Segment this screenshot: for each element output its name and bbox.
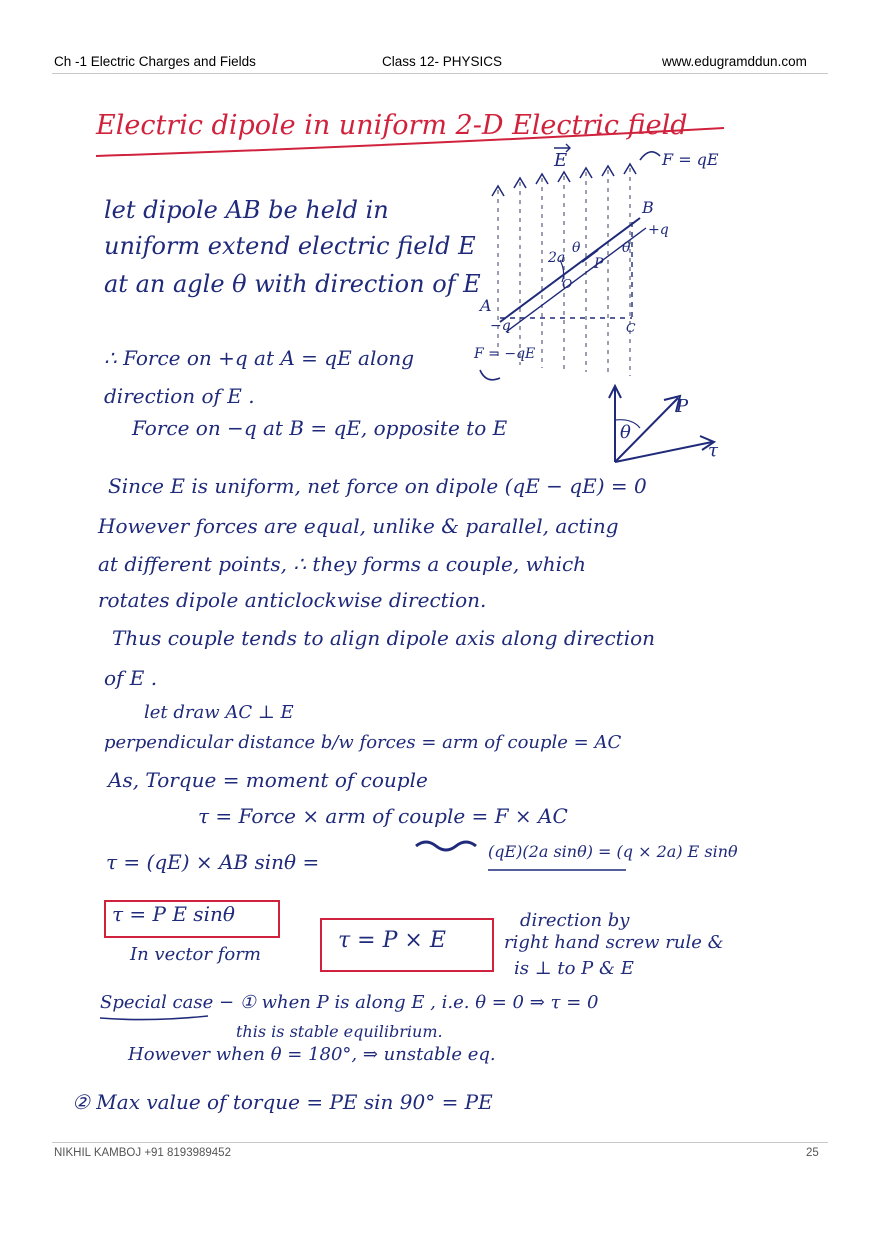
special-case-1b: this is stable equilibrium.: [236, 1022, 443, 1041]
diagram-plus-q: +q: [648, 222, 669, 238]
intro-line-1: let dipole AB be held in: [104, 196, 389, 224]
header-class: Class 12- PHYSICS: [382, 54, 503, 69]
diagram-theta: θ: [572, 240, 581, 256]
perp-line: perpendicular distance b/w forces = arm of couple = AC: [104, 732, 622, 753]
vector-p: P: [676, 396, 689, 417]
diagram-point-a: A: [480, 296, 492, 315]
diagram-minus-q: −q: [490, 318, 511, 334]
net-force-line: Since E is uniform, net force on dipole (qE − qE) = 0: [108, 474, 647, 498]
diagram-force-bottom: F = −qE: [474, 346, 536, 362]
diagram-point-b: B: [642, 198, 654, 217]
special-case-1c: However when θ = 180°, ⇒ unstable eq.: [128, 1044, 496, 1065]
align-line-1: Thus couple tends to align dipole axis along direction: [112, 626, 656, 650]
direction-line-2: right hand screw rule &: [504, 932, 724, 953]
torque-def: As, Torque = moment of couple: [108, 768, 428, 792]
footer-divider: [52, 1142, 828, 1143]
intro-line-3: at an agle θ with direction of E: [104, 270, 481, 298]
torque-eq-2a: τ = (qE) × AB sinθ =: [106, 850, 320, 874]
vector-theta: θ: [620, 422, 631, 443]
vector-form: τ = P × E: [338, 928, 446, 953]
couple-line-1: However forces are equal, unlike & parallel, acting: [98, 514, 619, 538]
direction-line-3: is ⊥ to P & E: [514, 958, 634, 979]
couple-line-2: at different points, ∴ they forms a couple, which: [98, 552, 587, 576]
footer-author: NIKHIL KAMBOJ +91 8193989452: [54, 1147, 231, 1159]
header-website[interactable]: www.edugramddun.com: [662, 54, 807, 69]
diagram-point-c: C: [626, 320, 636, 335]
force-on-b: Force on −q at B = qE, opposite to E: [132, 416, 508, 440]
header-chapter: Ch -1 Electric Charges and Fields: [54, 54, 256, 69]
intro-line-2: uniform extend electric field E: [104, 232, 476, 260]
direction-line-1: direction by: [520, 910, 630, 931]
page-title: Electric dipole in uniform 2-D Electric field: [96, 110, 688, 141]
special-case-2: ② Max value of torque = PE sin 90° = PE: [72, 1090, 493, 1114]
diagram-theta-b: θ: [622, 240, 631, 256]
torque-eq-1: τ = Force × arm of couple = F × AC: [198, 804, 568, 828]
diagram-2a: 2a: [548, 250, 566, 266]
diagram-o-label: O: [562, 276, 573, 291]
torque-final: τ = P E sinθ: [112, 902, 235, 926]
footer-page-number: 25: [806, 1147, 819, 1159]
ac-line: let draw AC ⊥ E: [144, 702, 294, 723]
diagram-p-label: P: [594, 256, 604, 272]
force-on-a-dir: direction of E .: [104, 384, 255, 408]
special-case-1: Special case − ① when P is along E , i.e. θ = 0 ⇒ τ = 0: [100, 992, 599, 1013]
diagram-field-label: E: [554, 150, 568, 171]
torque-eq-2b: (qE)(2a sinθ) = (q × 2a) E sinθ: [488, 842, 738, 861]
vector-tau: τ: [708, 440, 718, 461]
couple-line-3: rotates dipole anticlockwise direction.: [98, 588, 487, 612]
vector-form-label: In vector form: [130, 944, 261, 965]
diagram-force-top: F = qE: [662, 150, 719, 169]
align-line-2: of E .: [104, 666, 158, 690]
force-on-a: ∴ Force on +q at A = qE along: [104, 346, 415, 370]
